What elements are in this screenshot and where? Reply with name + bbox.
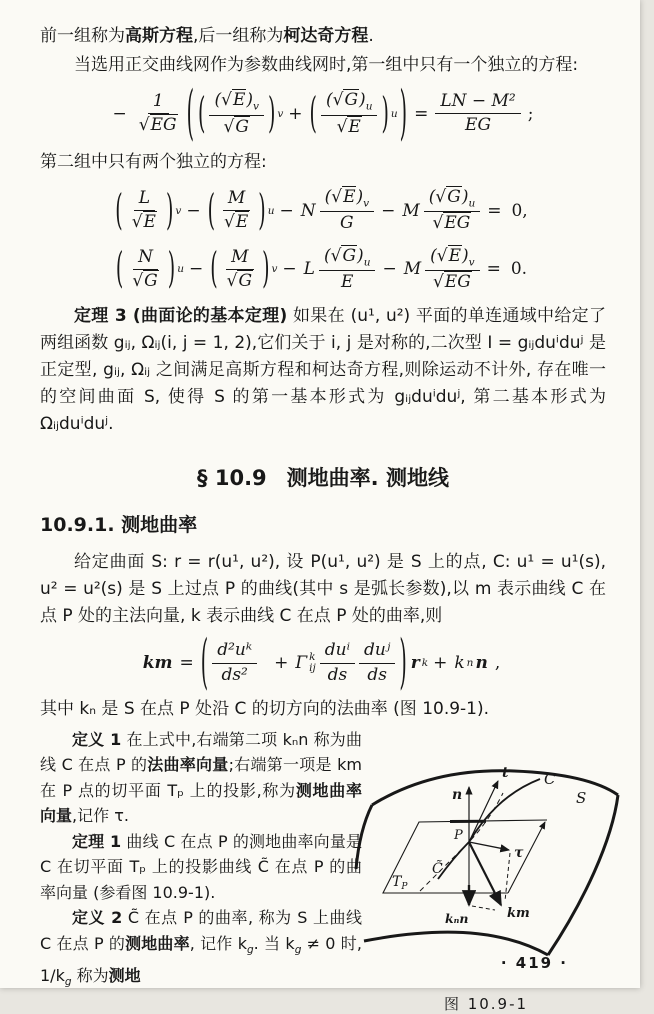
subscript-n: n bbox=[467, 657, 474, 669]
radicand: EG bbox=[150, 114, 178, 135]
denominator: G bbox=[335, 212, 359, 235]
paren-open: ( bbox=[310, 90, 317, 138]
radicand: E bbox=[347, 116, 361, 137]
sqrt-sign: √ bbox=[433, 213, 444, 233]
numerator: duⁱ bbox=[320, 639, 355, 663]
sqrt-sign: √ bbox=[227, 271, 238, 291]
theorem-3-label: 定理 3 (曲面论的基本定理) bbox=[74, 306, 287, 326]
paren-open: ( bbox=[324, 246, 331, 266]
paren-close: ) bbox=[262, 245, 269, 293]
big-paren-close: ) bbox=[400, 80, 407, 148]
paren-close: ) bbox=[356, 187, 363, 207]
numerator bbox=[424, 186, 480, 213]
sqrt-sign: √ bbox=[435, 187, 446, 207]
fraction bbox=[212, 639, 257, 687]
section-number: § 10.9 bbox=[197, 466, 267, 490]
theorem-1-body: 曲线 C 在点 P 的测地曲率向量是 C 在切平面 Tₚ 上的投影曲线 C̃ 在点 P 的曲率向量 (参看图 10.9-1). bbox=[40, 832, 362, 902]
equals-sign: = bbox=[487, 201, 501, 221]
codazzi-equation-2 bbox=[40, 245, 606, 295]
term-codazzi-equations: 柯达奇方程 bbox=[283, 26, 368, 46]
radicand: G bbox=[343, 89, 359, 110]
figure-label-tau: τ bbox=[514, 845, 524, 861]
numerator bbox=[425, 245, 479, 272]
numerator: N bbox=[133, 246, 158, 270]
section-heading bbox=[40, 462, 606, 492]
subscript-g: g bbox=[247, 944, 254, 956]
numerator: duʲ bbox=[359, 639, 395, 663]
sqrt-sign: √ bbox=[331, 187, 342, 207]
paren-open: ( bbox=[208, 186, 215, 234]
plus-sign: + bbox=[288, 104, 302, 124]
paren-close: ) bbox=[168, 245, 175, 293]
geodesic-curvature-formula bbox=[40, 639, 606, 687]
paren-open: ( bbox=[214, 90, 221, 110]
denominator bbox=[218, 116, 254, 139]
paren-close: ) bbox=[357, 246, 364, 266]
paren-open: ( bbox=[430, 246, 437, 266]
sqrt-sign: √ bbox=[437, 246, 448, 266]
paragraph-surface-setup: 给定曲面 S: r = r(u¹, u²), 设 P(u¹, u²) 是 S 上的点, C: u¹ = u¹(s), u² = u²(s) 是 S 上过点 P 的曲线(其中 s 是弧长参数),以 m 表示曲线 C 在点 P 处的主法向量, k 表示曲线 C 在点 P 处的曲率,则 bbox=[40, 549, 606, 630]
tangent-vector-t-arrow bbox=[469, 781, 498, 842]
paren-open: ( bbox=[116, 245, 123, 293]
figure-label-TP bbox=[392, 874, 408, 892]
denominator bbox=[428, 271, 477, 294]
tau-vector-arrow bbox=[469, 842, 509, 850]
fraction bbox=[424, 186, 480, 236]
numerator bbox=[320, 186, 374, 213]
fraction bbox=[321, 89, 377, 139]
radicand: G bbox=[341, 245, 357, 266]
denominator bbox=[127, 211, 162, 234]
text-run: 前一组称为 bbox=[40, 26, 125, 46]
text-run: . 当 k bbox=[254, 934, 295, 953]
radicand: E bbox=[235, 211, 249, 232]
coefficient-M: M bbox=[402, 201, 419, 221]
fraction bbox=[425, 245, 479, 295]
subscript-v: v bbox=[175, 205, 181, 217]
figure-label-TP-main: T bbox=[392, 874, 403, 890]
subscript-k: k bbox=[422, 657, 428, 669]
minus-sign: − bbox=[189, 259, 203, 279]
gauss-equation-display bbox=[40, 89, 606, 139]
rhs-zero: 0. bbox=[511, 259, 527, 279]
sqrt-sign: √ bbox=[139, 115, 150, 135]
section-title: 测地曲率. 测地线 bbox=[287, 466, 449, 490]
surface-bottom-edge bbox=[364, 932, 548, 955]
numerator bbox=[209, 89, 263, 116]
numerator bbox=[321, 89, 377, 116]
denominator: E bbox=[336, 271, 358, 294]
coefficient-M: M bbox=[404, 259, 421, 279]
term-normal-curvature-vector: 法曲率向量 bbox=[147, 755, 228, 774]
basis-vector-r: r bbox=[411, 653, 420, 673]
big-paren-open: ( bbox=[187, 80, 194, 148]
figure-label-t: t bbox=[502, 765, 509, 781]
rhs-zero: 0, bbox=[511, 201, 527, 221]
dashed-parallelogram-side-2 bbox=[472, 906, 495, 910]
figure-label-TP-sub: P bbox=[400, 882, 408, 892]
christoffel-indices bbox=[309, 652, 316, 674]
codazzi-equation-1 bbox=[40, 186, 606, 236]
figure-label-km: km bbox=[507, 906, 530, 921]
definition-2 bbox=[40, 905, 362, 996]
figure-label-kn-n: kₙn bbox=[445, 911, 468, 926]
paren-close: ) bbox=[462, 246, 469, 266]
numerator bbox=[319, 245, 375, 272]
radicand: E bbox=[232, 89, 246, 110]
minus-sign: − bbox=[382, 259, 396, 279]
paren-open: ( bbox=[115, 186, 122, 234]
superscript-k: k bbox=[309, 652, 315, 663]
denominator bbox=[222, 270, 258, 293]
paren-close: ) bbox=[166, 186, 173, 234]
fraction bbox=[320, 186, 374, 236]
paren-open: ( bbox=[325, 187, 332, 207]
subscript-u: u bbox=[177, 263, 184, 275]
paren-close: ) bbox=[246, 90, 253, 110]
subscript-u: u bbox=[366, 100, 373, 112]
fraction bbox=[435, 90, 520, 138]
fraction bbox=[209, 89, 263, 139]
minus-sign: − bbox=[186, 201, 200, 221]
denominator: EG bbox=[460, 114, 496, 137]
figure-caption: 图 10.9-1 bbox=[340, 993, 632, 1014]
subscript-g: g bbox=[295, 944, 302, 956]
denominator: ds bbox=[362, 664, 392, 687]
fraction bbox=[219, 187, 254, 235]
sqrt-sign: √ bbox=[132, 212, 143, 232]
radicand: G bbox=[143, 270, 159, 291]
fraction bbox=[127, 187, 162, 235]
denominator: ds² bbox=[216, 664, 252, 687]
fraction bbox=[319, 245, 375, 295]
numerator: M bbox=[223, 187, 250, 211]
big-paren-close: ) bbox=[399, 629, 406, 697]
paren-open: ( bbox=[429, 187, 436, 207]
radicand: G bbox=[446, 186, 462, 207]
paragraph-kn-note: 其中 kₙ 是 S 在点 P 处沿 C 的切方向的法曲率 (图 10.9-1). bbox=[40, 696, 606, 723]
denominator bbox=[428, 212, 477, 235]
theorem-3-body: 如果在 (u¹, u²) 平面的单连通域中给定了两组函数 gᵢⱼ, Ωᵢⱼ(i, j = 1, 2),它们关于 i, j 是对称的,二次型 I = gᵢⱼduⁱduʲ 是正定型, gᵢⱼ, Ωᵢⱼ 之间满足高斯方程和柯达奇方程,则除运动不计外, 存在唯一的空间曲面 S, 使得 S 的第一基本形式为 gᵢⱼduⁱduʲ, 第二基本形式为 Ωᵢⱼduⁱduʲ. bbox=[40, 306, 606, 434]
paren-close: ) bbox=[359, 90, 366, 110]
subscript-v: v bbox=[253, 100, 259, 112]
equals-sign: = bbox=[487, 259, 501, 279]
denominator bbox=[127, 270, 163, 293]
subscript-v: v bbox=[277, 108, 283, 120]
equals-sign: = bbox=[414, 104, 428, 124]
equals-sign: = bbox=[180, 653, 194, 673]
left-text-column bbox=[40, 727, 362, 1014]
theorem-1-label: 定理 1 bbox=[72, 832, 121, 851]
minus-sign: − bbox=[381, 201, 395, 221]
subscript-u: u bbox=[391, 108, 398, 120]
paren-open: ( bbox=[210, 245, 217, 293]
paren-close: ) bbox=[258, 186, 265, 234]
coefficient-N: N bbox=[301, 201, 316, 221]
plus-sign: + bbox=[433, 653, 447, 673]
sqrt-sign: √ bbox=[331, 246, 342, 266]
figure-label-n: n bbox=[452, 787, 462, 803]
radicand: EG bbox=[444, 271, 472, 292]
dashed-parallelogram-side-1 bbox=[505, 853, 510, 901]
numerator: M bbox=[226, 246, 253, 270]
denominator bbox=[219, 211, 254, 234]
christoffel-symbol: Γ bbox=[295, 653, 307, 673]
minus-sign: − bbox=[279, 201, 293, 221]
km-vector-arrow bbox=[469, 842, 501, 905]
normal-curvature-k: k bbox=[454, 653, 464, 673]
text-run: 称为 bbox=[72, 966, 109, 985]
minus-sign: − bbox=[113, 104, 127, 124]
fraction bbox=[222, 246, 258, 294]
figure-label-C: C bbox=[544, 770, 556, 788]
subscript-v: v bbox=[469, 256, 475, 268]
subscript-u: u bbox=[364, 256, 371, 268]
sqrt-sign: √ bbox=[337, 117, 348, 137]
sqrt-sign: √ bbox=[433, 272, 444, 292]
subscript-u: u bbox=[468, 197, 475, 209]
fraction bbox=[127, 246, 163, 294]
radicand: E bbox=[143, 211, 157, 232]
text-run: , 记作 k bbox=[190, 934, 247, 953]
subscript-g: g bbox=[65, 977, 72, 989]
sqrt-sign: √ bbox=[333, 90, 344, 110]
page-number: · 419 · bbox=[501, 954, 568, 972]
denominator bbox=[134, 114, 183, 137]
definition-1-label: 定义 1 bbox=[72, 730, 121, 749]
term-geodesic: 测地 bbox=[109, 966, 141, 985]
coefficient-L: L bbox=[304, 259, 315, 279]
sqrt-sign: √ bbox=[132, 271, 143, 291]
normal-vector-n: n bbox=[475, 653, 487, 673]
fraction bbox=[320, 639, 355, 687]
subscript-v: v bbox=[271, 263, 277, 275]
surface-right-edge bbox=[548, 795, 618, 955]
paren-close: ) bbox=[381, 90, 388, 138]
semicolon: ; bbox=[528, 104, 534, 124]
intro-line-3: 第二组中只有两个独立的方程: bbox=[40, 148, 606, 177]
fraction bbox=[134, 90, 183, 138]
minus-sign: − bbox=[282, 259, 296, 279]
subscript-u: u bbox=[268, 205, 275, 217]
plus-sign: + bbox=[274, 653, 288, 673]
paren-close: ) bbox=[462, 187, 469, 207]
term-gauss-equations: 高斯方程 bbox=[125, 26, 193, 46]
text-run: 在上式中,右端第二项 kₙn 称为曲线 C 在点 P 的 bbox=[40, 730, 362, 775]
denominator: ds bbox=[323, 664, 353, 687]
term-geodesic-curvature-vector: 测地曲率向量 bbox=[40, 781, 362, 826]
big-paren-open: ( bbox=[201, 629, 208, 697]
comma: , bbox=[495, 653, 500, 673]
text-run: ;右端第一项是 km 在 P 点的切平面 Tₚ 上的投影,称为 bbox=[40, 755, 362, 800]
text-run: C̃ 在点 P 的曲率, 称为 S 上曲线 C 在点 P 的 bbox=[40, 908, 362, 953]
subsection-heading: 10.9.1. 测地曲率 bbox=[40, 510, 606, 537]
subscript-ij: ij bbox=[309, 663, 316, 674]
sqrt-sign: √ bbox=[224, 212, 235, 232]
radicand: E bbox=[448, 245, 462, 266]
fraction bbox=[359, 639, 395, 687]
paren-close: ) bbox=[268, 90, 275, 138]
theorem-1 bbox=[40, 829, 362, 906]
km-vector: km bbox=[143, 653, 173, 673]
radicand: EG bbox=[443, 212, 471, 233]
numerator: LN − M² bbox=[435, 90, 520, 114]
paren-open: ( bbox=[326, 90, 333, 110]
text-run: ,记作 τ. bbox=[72, 806, 129, 825]
figure-label-P: P bbox=[453, 828, 463, 843]
numerator: L bbox=[134, 187, 155, 211]
term-geodesic-curvature: 测地曲率 bbox=[125, 934, 190, 953]
subscript-v: v bbox=[363, 197, 369, 209]
numerator: 1 bbox=[148, 90, 169, 114]
figure-10-9-1-drawing bbox=[362, 729, 654, 981]
definition-2-label: 定义 2 bbox=[72, 908, 122, 927]
figure-label-C-tilde: C̃ bbox=[432, 859, 443, 877]
numerator: d²uᵏ bbox=[212, 639, 257, 663]
sqrt-sign: √ bbox=[223, 117, 234, 137]
sqrt-sign: √ bbox=[221, 90, 232, 110]
text-run: . bbox=[368, 26, 373, 46]
denominator bbox=[332, 116, 367, 139]
paren-open: ( bbox=[198, 90, 205, 138]
intro-line-1 bbox=[40, 22, 606, 51]
intro-line-2: 当选用正交曲线网作为参数曲线网时,第一组中只有一个独立的方程: bbox=[40, 51, 606, 80]
theorem-3 bbox=[40, 303, 606, 438]
text-run: ≠ 0 时, 1/k bbox=[40, 934, 362, 986]
text-run: ,后一组称为 bbox=[193, 26, 283, 46]
figure-label-S: S bbox=[576, 789, 586, 807]
radicand: G bbox=[237, 270, 253, 291]
radicand: E bbox=[342, 186, 356, 207]
radicand: G bbox=[234, 116, 250, 137]
definition-1 bbox=[40, 727, 362, 829]
